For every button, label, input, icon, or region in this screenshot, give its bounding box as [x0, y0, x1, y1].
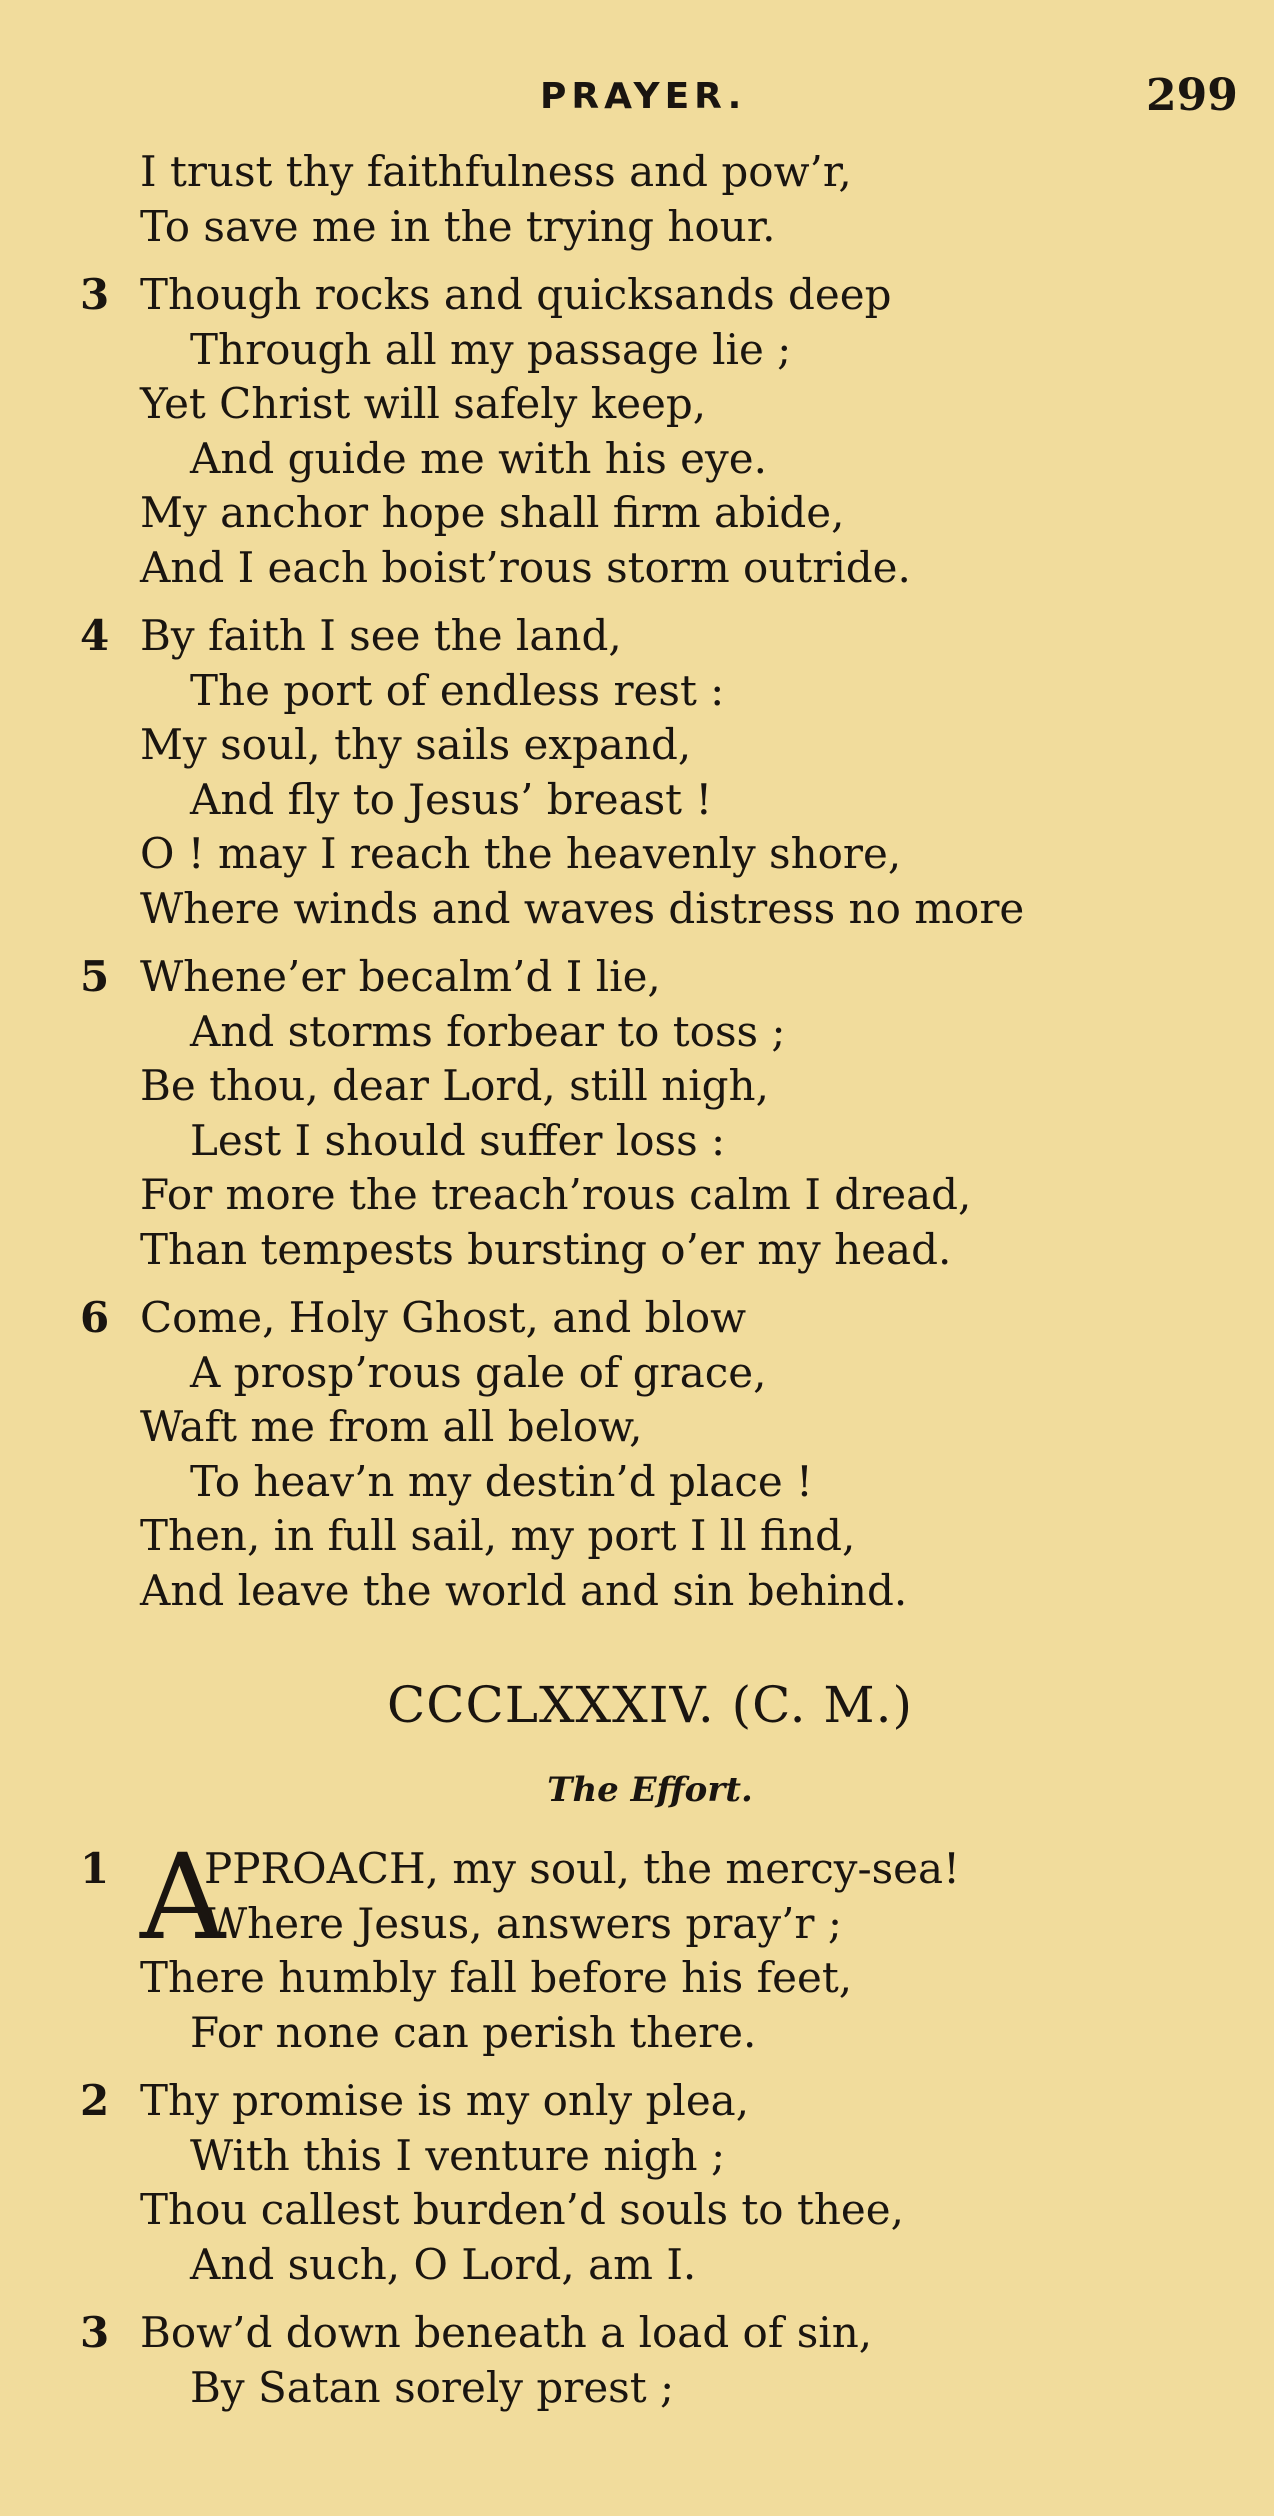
verse-line	[80, 1114, 1200, 1169]
verse-line	[80, 1059, 1200, 1114]
drop-cap: A	[140, 1828, 226, 1966]
page-content	[80, 145, 1200, 2429]
verse-text: Though rocks and quicksands deep	[140, 270, 892, 319]
verse-line	[80, 2129, 1200, 2184]
verse-line	[80, 377, 1200, 432]
verse-text: Than tempests bursting o’er my head.	[140, 1224, 952, 1274]
verse-text: Yet Christ will safely keep,	[140, 379, 707, 428]
verse-text: My anchor hope shall firm abide,	[140, 488, 845, 537]
verse-line	[80, 773, 1200, 828]
verse-text: Thy promise is my only plea,	[140, 2076, 750, 2125]
page-number: 299	[1146, 70, 1238, 121]
running-head	[0, 70, 1274, 120]
verse-text: My soul, thy sails expand,	[140, 720, 692, 769]
stanza	[80, 2074, 1200, 2292]
verse-line	[80, 145, 1200, 200]
stanza-number: 3	[80, 2308, 110, 2357]
verse-text: And fly to Jesus’ breast !	[190, 774, 713, 824]
verse-line	[80, 1400, 1200, 1455]
verse-line	[80, 2361, 1200, 2416]
verse-text: There humbly fall before his feet,	[140, 1953, 853, 2002]
stanza	[80, 1291, 1200, 1618]
stanza-number: 3	[80, 270, 110, 319]
verse-text: O ! may I reach the heavenly shore,	[140, 829, 902, 878]
stanza-number: 1	[80, 1844, 110, 1893]
stanza	[80, 268, 1200, 595]
stanza-number: 4	[80, 611, 110, 660]
verse-line	[80, 486, 1200, 541]
verse-line	[80, 2306, 1200, 2361]
verse-text: Then, in full sail, my port I ll find,	[140, 1511, 856, 1560]
verse-line	[80, 827, 1200, 882]
stanza-number: 2	[80, 2076, 110, 2125]
verse-line	[80, 200, 1200, 255]
verse-text: For none can perish there.	[190, 2007, 757, 2057]
verse-line	[80, 1168, 1200, 1223]
verse-line	[80, 1291, 1200, 1346]
verse-text: To save me in the trying hour.	[140, 201, 776, 251]
verse-text: For more the treach’rous calm I dread,	[140, 1170, 972, 1219]
stanza-group-hymn	[80, 2074, 1200, 2415]
stanza-number: 5	[80, 952, 110, 1001]
verse-line	[80, 1005, 1200, 1060]
verse-text: And leave the world and sin behind.	[140, 1565, 908, 1615]
verse-text: The port of endless rest :	[190, 665, 725, 715]
stanza	[80, 609, 1200, 936]
verse-line	[80, 1564, 1200, 1619]
verse-text: With this I venture nigh ;	[190, 2130, 726, 2180]
verse-line	[80, 323, 1200, 378]
verse-line	[80, 541, 1200, 596]
verse-line	[80, 718, 1200, 773]
verse-text: Where Jesus, answers pray’r ;	[204, 1898, 842, 1948]
verse-text: And storms forbear to toss ;	[190, 1006, 786, 1056]
verse-line	[80, 664, 1200, 719]
verse-text: Waft me from all below,	[140, 1402, 643, 1451]
stanza	[80, 2306, 1200, 2415]
hymn-title: CCCLXXXIV. (C. M.)	[386, 1676, 914, 1734]
verse-line	[80, 2006, 1200, 2061]
verse-text: And I each boist’rous storm outride.	[140, 542, 911, 592]
stanza-number: 6	[80, 1293, 110, 1342]
verse-text: Lest I should suffer loss :	[190, 1115, 726, 1165]
verse-line	[80, 1346, 1200, 1401]
verse-line	[80, 2183, 1200, 2238]
verse-line	[80, 1509, 1200, 1564]
stanza	[80, 145, 1200, 254]
verse-line	[80, 1951, 1200, 2006]
verse-text: By faith I see the land,	[140, 611, 622, 660]
stanza	[80, 950, 1200, 1277]
verse-text: And such, O Lord, am I.	[190, 2239, 697, 2289]
verse-line	[80, 2074, 1200, 2129]
verse-text: Whene’er becalm’d I lie,	[140, 952, 661, 1001]
verse-text: A prosp’rous gale of grace,	[190, 1347, 767, 1397]
verse-text: Thou callest burden’d souls to thee,	[140, 2185, 904, 2234]
verse-text: Where winds and waves distress no more	[140, 883, 1025, 933]
verse-text: Be thou, dear Lord, still nigh,	[140, 1061, 769, 1110]
verse-line	[80, 432, 1200, 487]
verse-line	[80, 1897, 1200, 1952]
verse-text: By Satan sorely prest ;	[190, 2362, 675, 2412]
verse-text: I trust thy faithfulness and pow’r,	[140, 147, 852, 196]
verse-line	[80, 1455, 1200, 1510]
verse-text: PPROACH, my soul, the mercy-sea!	[204, 1844, 960, 1893]
verse-line	[80, 950, 1200, 1005]
stanza-group-continuation	[80, 145, 1200, 1618]
verse-line	[80, 609, 1200, 664]
verse-text: Bow’d down beneath a load of sin,	[140, 2308, 873, 2357]
verse-line	[80, 882, 1200, 937]
verse-line	[80, 1223, 1200, 1278]
hymn-subtitle: The Effort.	[547, 1770, 753, 1810]
verse-line	[80, 268, 1200, 323]
running-title: PRAYER.	[540, 76, 747, 117]
verse-text: Through all my passage lie ;	[190, 324, 792, 374]
verse-text: And guide me with his eye.	[190, 433, 767, 483]
verse-text: To heav’n my destin’d place !	[190, 1456, 813, 1506]
stanza-1	[80, 1828, 1200, 2060]
verse-line	[80, 2238, 1200, 2293]
verse-text: Come, Holy Ghost, and blow	[140, 1293, 747, 1342]
stanza-1-rest	[80, 1951, 1200, 2060]
